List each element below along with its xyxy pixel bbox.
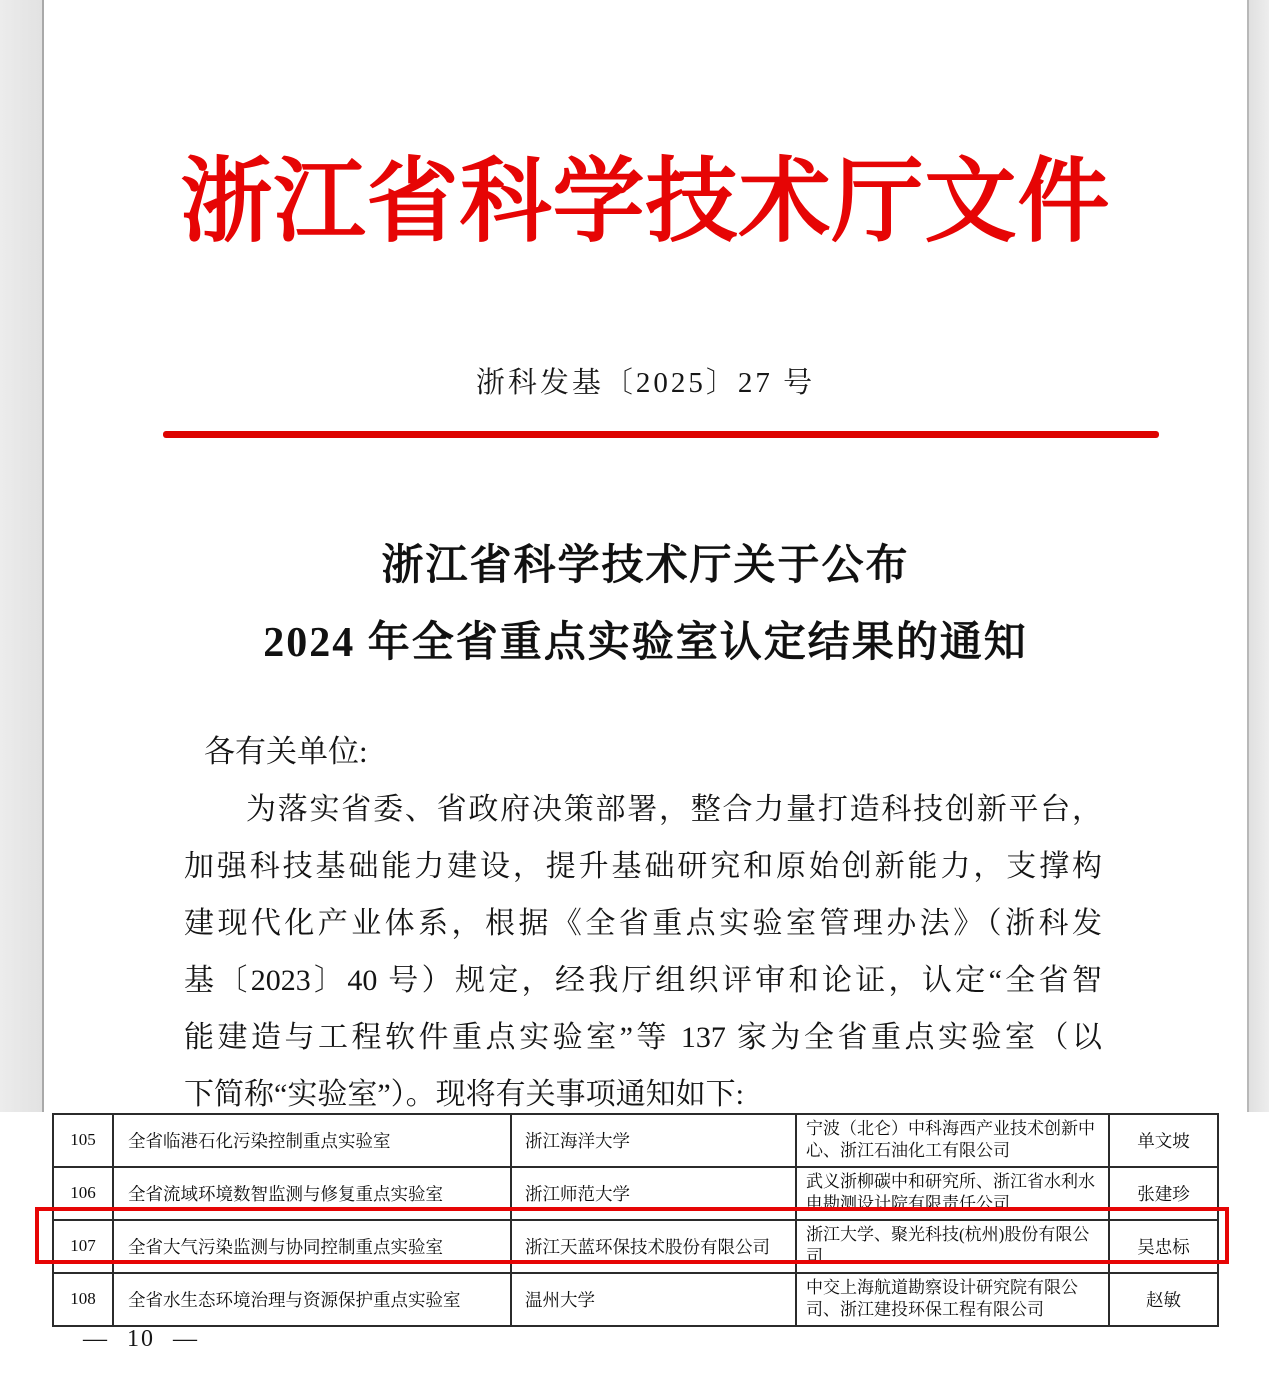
body-line: 基〔2023〕40 号）规定，经我厅组织评审和论证，认定“全省智 [184,964,1102,997]
table-row-highlighted [53,1220,1218,1273]
labs-table [52,1113,1219,1327]
body-line: 加强科技基础能力建设，提升基础研究和原始创新能力，支撑构 [184,850,1102,883]
document-number: 浙科发基〔2025〕27 号 [475,367,816,399]
host-org-cell: 浙江师范大学 [511,1167,796,1220]
notice-title-line2: 2024 年全省重点实验室认定结果的通知 [263,620,1028,666]
body-line: 为落实省委、省政府决策部署，整合力量打造科技创新平台， [246,793,1102,826]
letterhead-title: 浙江省科学技术厅文件 [180,151,1111,253]
table-row [53,1273,1218,1326]
director-name-cell: 张建珍 [1109,1167,1218,1220]
partner-orgs-cell: 浙江大学、聚光科技(杭州)股份有限公司 [796,1220,1109,1273]
lab-name-cell: 全省水生态环境治理与资源保护重点实验室 [113,1273,511,1326]
notice-title-line1: 浙江省科学技术厅关于公布 [381,543,910,589]
row-number-cell: 107 [53,1220,113,1273]
host-org-cell: 温州大学 [511,1273,796,1326]
director-name-cell: 吴忠标 [1109,1220,1218,1273]
partner-orgs-cell: 中交上海航道勘察设计研究院有限公司、浙江建投环保工程有限公司 [796,1273,1109,1326]
labs-table-section [0,1112,1269,1386]
row-number-cell: 105 [53,1114,113,1167]
body-line: 建现代化产业体系，根据《全省重点实验室管理办法》（浙科发 [184,907,1102,940]
scan-margin-right [1247,0,1269,1130]
host-org-cell: 浙江海洋大学 [511,1114,796,1167]
page-number: — 10 — [83,1326,199,1352]
row-number-cell: 108 [53,1273,113,1326]
lab-name-cell: 全省临港石化污染控制重点实验室 [113,1114,511,1167]
table-row [53,1114,1218,1167]
director-name-cell: 单文坡 [1109,1114,1218,1167]
scan-margin-left [0,0,44,1112]
partner-orgs-cell: 武义浙柳碳中和研究所、浙江省水利水电勘测设计院有限责任公司 [796,1167,1109,1220]
lab-name-cell: 全省流域环境数智监测与修复重点实验室 [113,1167,511,1220]
body-line: 能建造与工程软件重点实验室”等 137 家为全省重点实验室（以 [184,1021,1102,1054]
table-row [53,1167,1218,1220]
director-name-cell: 赵敏 [1109,1273,1218,1326]
red-separator-line [163,431,1159,438]
lab-name-cell: 全省大气污染监测与协同控制重点实验室 [113,1220,511,1273]
body-line: 下简称“实验室”）。现将有关事项通知如下: [184,1078,744,1111]
body-paragraph [184,781,1102,1123]
partner-orgs-cell: 宁波（北仑）中科海西产业技术创新中心、浙江石油化工有限公司 [796,1114,1109,1167]
notice-title [44,528,1247,682]
salutation: 各有关单位: [204,734,368,769]
row-number-cell: 106 [53,1167,113,1220]
host-org-cell: 浙江天蓝环保技术股份有限公司 [511,1220,796,1273]
